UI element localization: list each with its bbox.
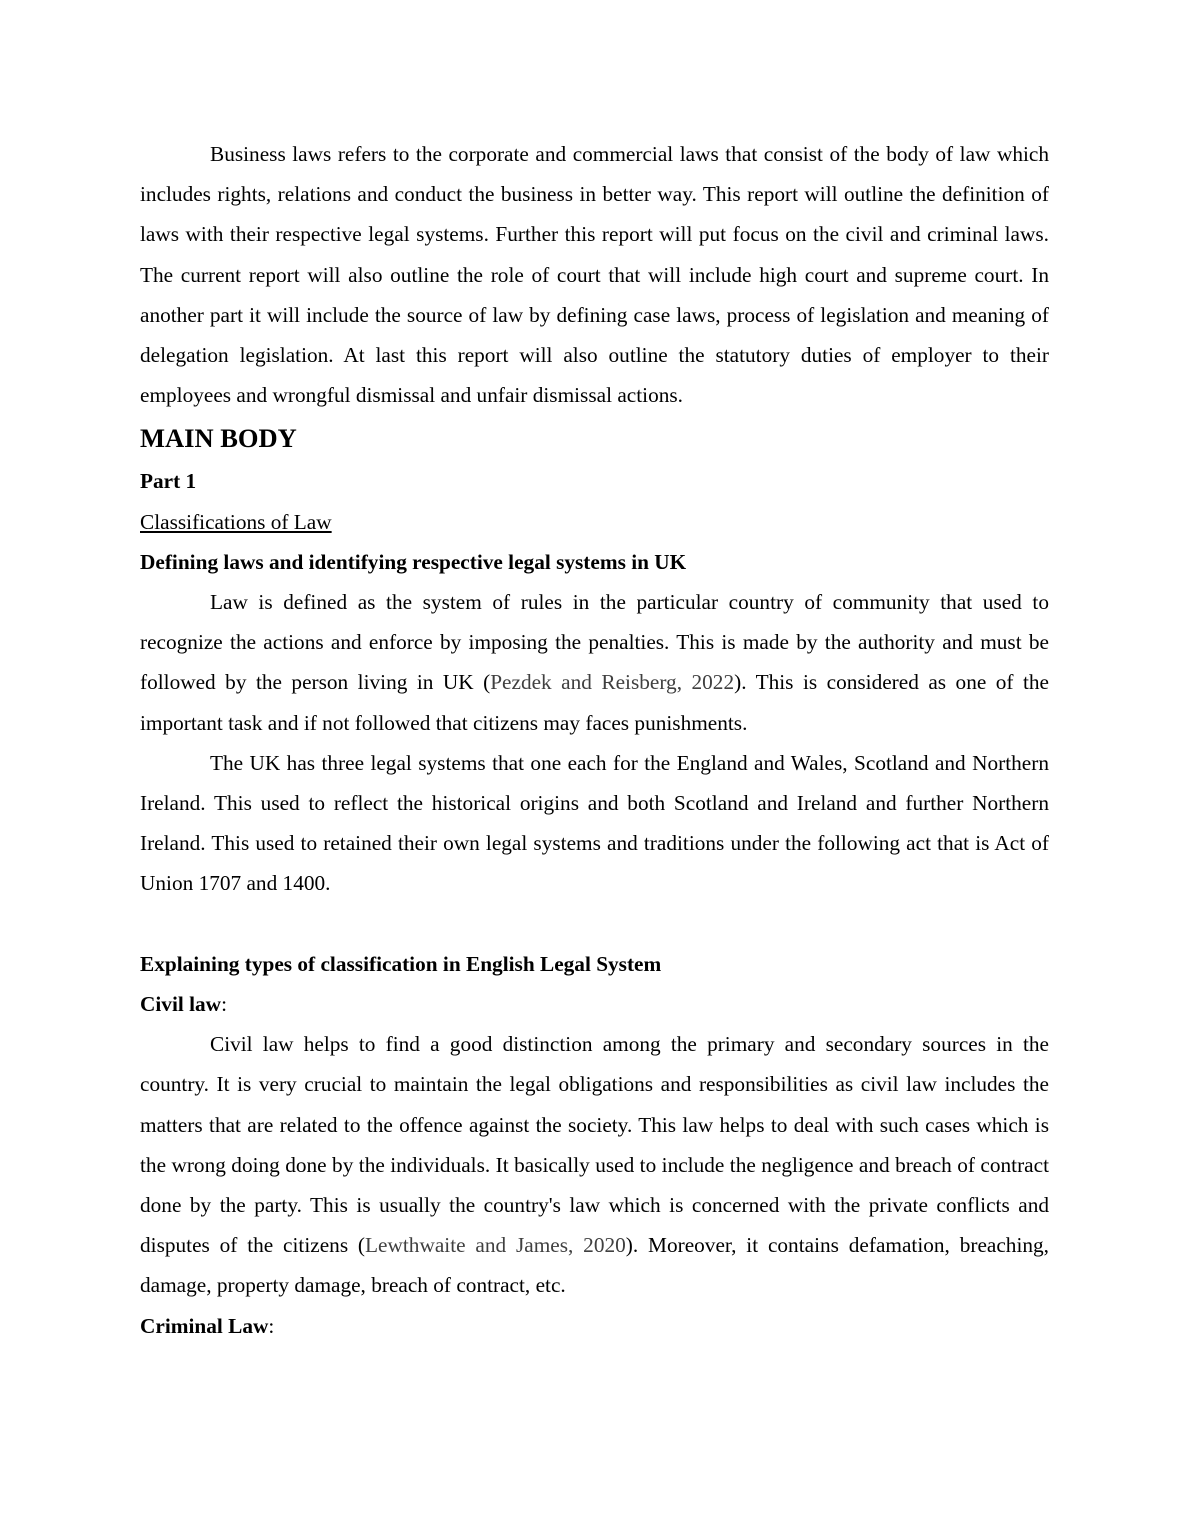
classifications-title-text: Classifications of Law	[140, 509, 332, 534]
blank-line	[140, 904, 1049, 944]
part-heading: Part 1	[140, 469, 197, 494]
explaining-classification-heading: Explaining types of classification in English Legal System	[140, 951, 662, 976]
main-body-heading: MAIN BODY	[140, 423, 297, 454]
classifications-title	[140, 502, 1049, 542]
civil-law-label: Civil law	[140, 992, 222, 1017]
criminal-law-label: Criminal Law	[140, 1313, 269, 1338]
law-text-start: Law is defined as the system of rules in the particular country of community that used to recognize the actions and enforce by imposing the penalties. This is made by the authority and must be followed by the person living in UK (	[140, 590, 1049, 695]
civil-text-end: ). Moreover, it contains defamation, breaching, damage, property damage, breach of contract, etc.	[140, 1233, 1049, 1298]
criminal-law-colon: :	[268, 1313, 275, 1338]
civil-law-colon: :	[221, 992, 227, 1017]
civil-text-start: Civil law helps to find a good distinction among the primary and secondary sources in the country. It is very crucial to maintain the legal obligations and responsibilities as civil law includes the matters that are related to the offence against the society. This law helps to deal with such cases which is the wrong doing done by the individuals. It basically used to include the negligence and breach of contract done by the party. This is usually the country's law which is concerned with the private conflicts and disputes of the citizens (	[140, 1032, 1049, 1258]
citation-lewthwaite: Lewthwaite and James, 2020	[365, 1233, 626, 1258]
civil-law-heading	[140, 984, 1049, 1024]
civil-law-paragraph	[140, 1024, 1049, 1305]
uk-legal-systems-paragraph: The UK has three legal systems that one each for the England and Wales, Scotland and Northern Ireland. This used to reflect the historical origins and both Scotland and Ireland and further Northern Ireland. This used to retained their own legal systems and traditions under the following act that is Act of Union 1707 and 1400.	[140, 750, 1049, 896]
law-text-end: ). This is considered as one of the important task and if not followed that citizens may faces punishments.	[140, 670, 1049, 735]
document-page	[140, 134, 1049, 1346]
defining-laws-heading: Defining laws and identifying respective legal systems in UK	[140, 549, 687, 574]
citation-pezdek: Pezdek and Reisberg, 2022	[490, 670, 735, 695]
law-definition-paragraph	[140, 582, 1049, 743]
criminal-law-heading	[140, 1306, 1049, 1346]
intro-paragraph: Business laws refers to the corporate and commercial laws that consist of the body of law which includes rights, relations and conduct the business in better way. This report will outline the definition of laws with their respective legal systems. Further this report will put focus on the civil and criminal laws. The current report will also outline the role of court that will include high court and supreme court. In another part it will include the source of law by defining case laws, process of legislation and meaning of delegation legislation. At last this report will also outline the statutory duties of employer to their employees and wrongful dismissal and unfair dismissal actions.	[140, 142, 1049, 408]
